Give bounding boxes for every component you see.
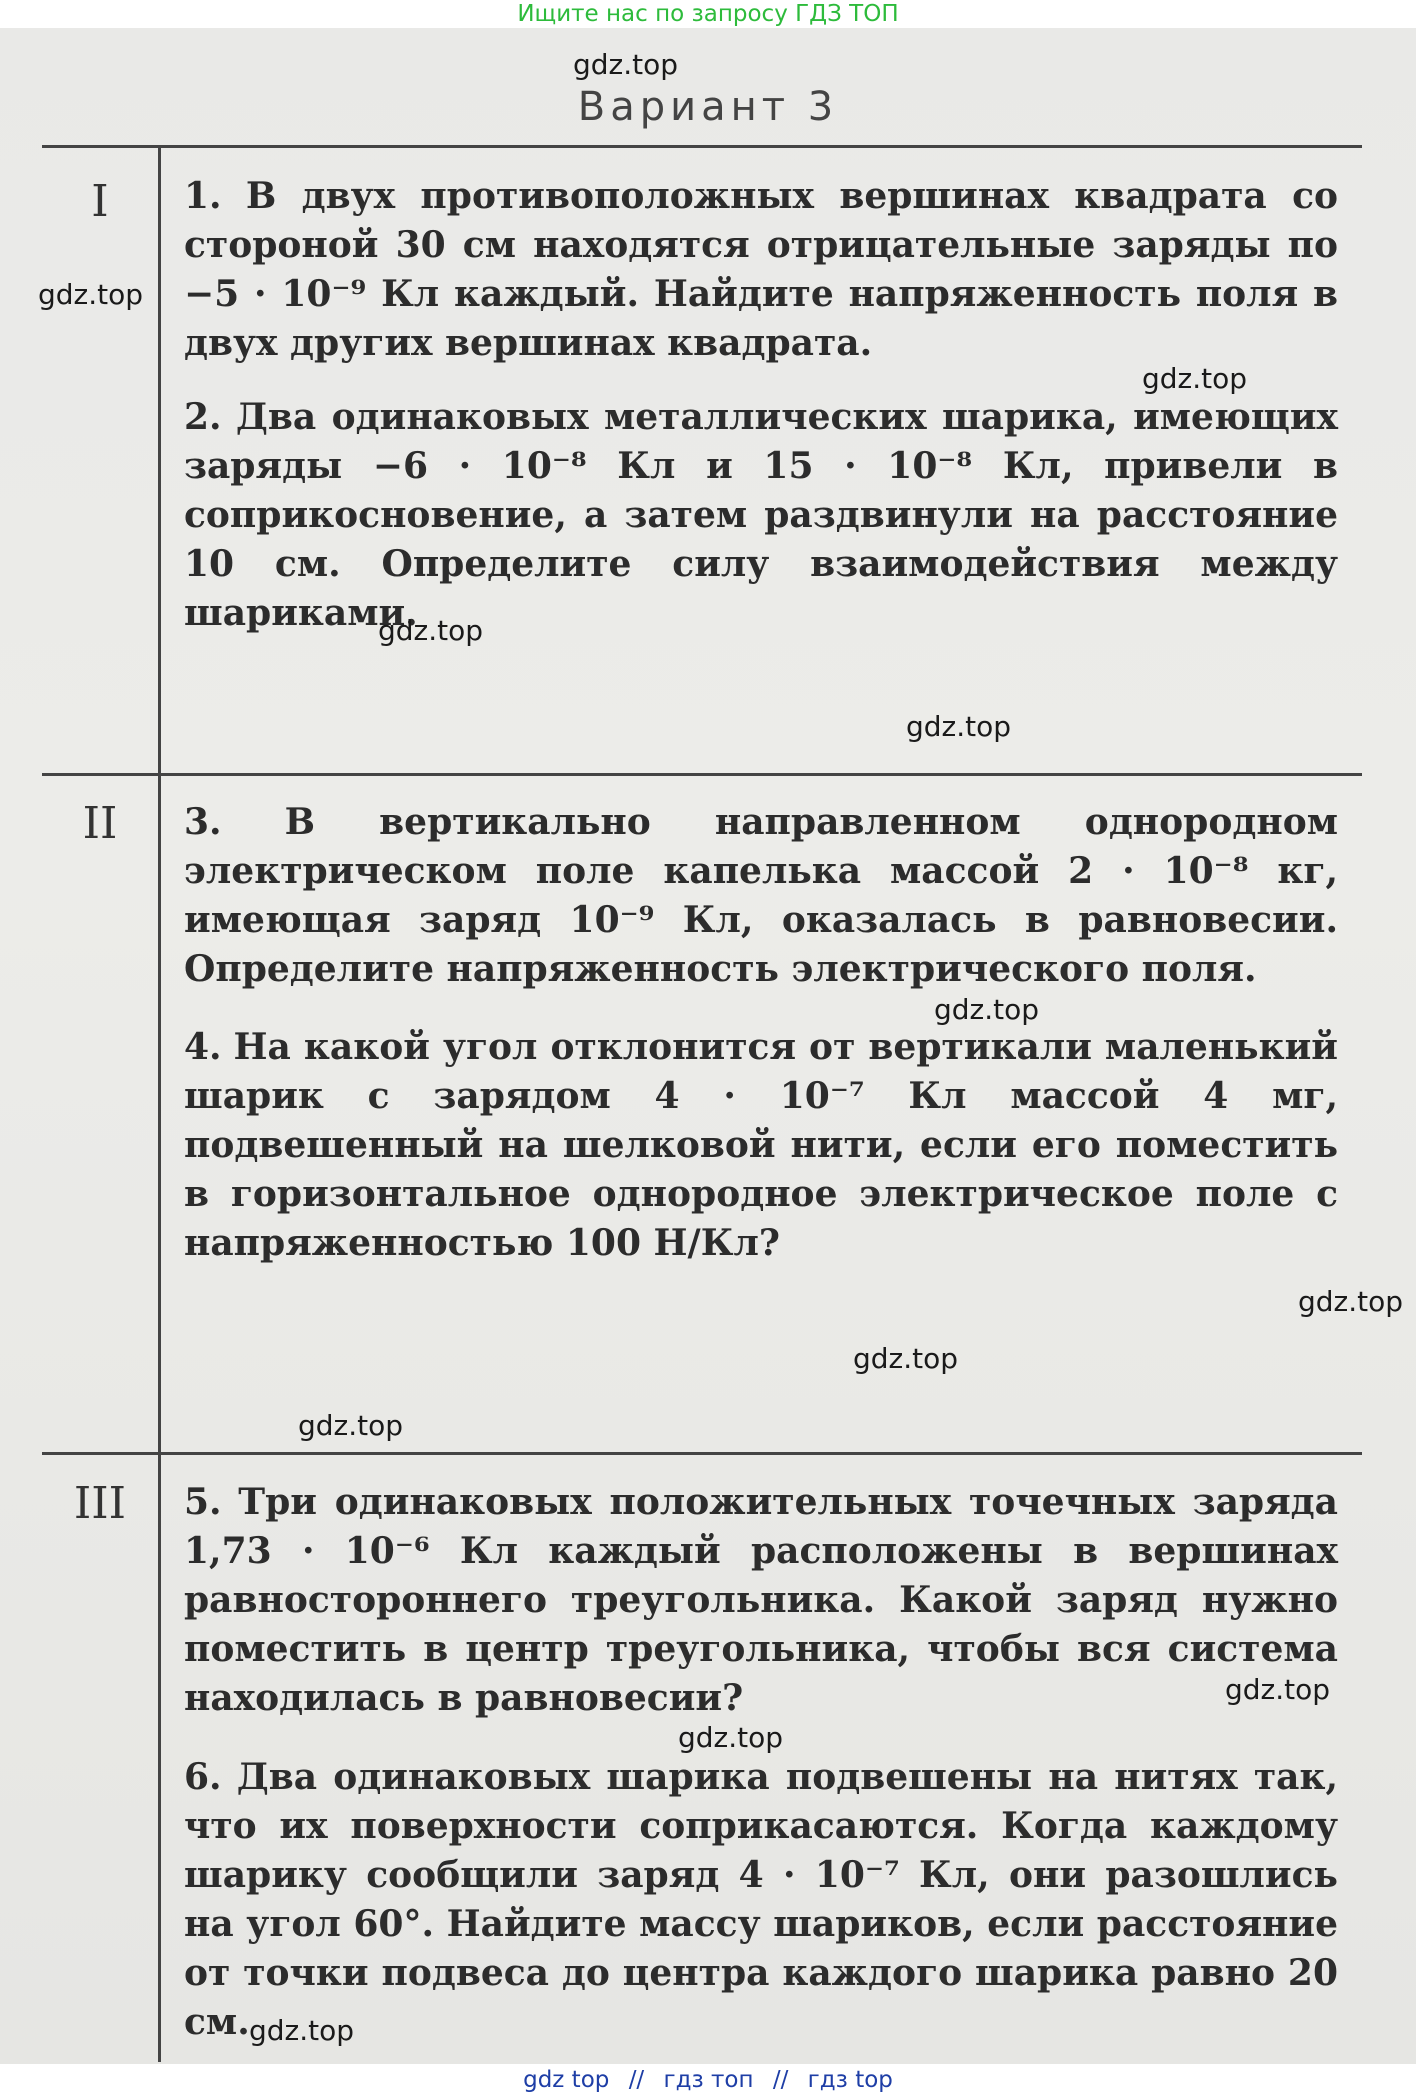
section-label-ii: II xyxy=(82,798,118,849)
table-column-divider xyxy=(158,147,161,2062)
bottom-banner-link[interactable]: гдз top xyxy=(807,2067,893,2093)
problem-text: На какой угол отклонится от вертикали маленький шарик с зарядом 4 · 10⁻⁷ Кл массой 4 мг, подвешенный на шелковой нити, если его поместить в горизонтальное однородное электрическое поле с напряженностью 100 Н/Кл? xyxy=(184,1026,1338,1264)
watermark: gdz.top xyxy=(1298,1285,1404,1318)
bottom-banner-separator: // xyxy=(772,2067,789,2093)
problem-number: 1. xyxy=(184,175,222,217)
watermark: gdz.top xyxy=(378,614,484,647)
problem-4 xyxy=(184,1023,1338,1268)
watermark: gdz.top xyxy=(678,1721,784,1754)
bottom-banner[interactable] xyxy=(0,2064,1416,2097)
problem-number: 6. xyxy=(184,1756,222,1798)
problem-text: В двух противоположных вершинах квадрата со стороной 30 см находятся отрицательные заряды по −5 · 10⁻⁹ Кл каждый. Найдите напряженность поля в двух других вершинах квадрата. xyxy=(184,175,1338,364)
problem-number: 4. xyxy=(184,1026,222,1068)
section-label-i: I xyxy=(91,176,109,227)
watermark: gdz.top xyxy=(1142,362,1248,395)
problem-1 xyxy=(184,172,1338,368)
section-divider-2 xyxy=(42,1452,1362,1455)
problem-text: Три одинаковых положительных точечных заряда 1,73 · 10⁻⁶ Кл каждый расположены в вершинах равностороннего треугольника. Какой заряд нужно поместить в центр треугольника, чтобы вся система находилась в равновесии? xyxy=(184,1481,1338,1719)
watermark: gdz.top xyxy=(573,48,679,81)
watermark: gdz.top xyxy=(1225,1673,1331,1706)
bottom-banner-link[interactable]: gdz top xyxy=(523,2067,610,2093)
section-divider-1 xyxy=(42,773,1362,776)
watermark: gdz.top xyxy=(853,1342,959,1375)
problem-6 xyxy=(184,1753,1338,2047)
watermark: gdz.top xyxy=(249,2014,355,2047)
problem-5 xyxy=(184,1478,1338,1723)
watermark: gdz.top xyxy=(298,1409,404,1442)
problem-text: Два одинаковых металлических шарика, имеющих заряды −6 · 10⁻⁸ Кл и 15 · 10⁻⁸ Кл, привели в соприкосновение, а затем раздвинули на расстояние 10 см. Определите силу взаимодействия между шариками. xyxy=(184,396,1338,634)
problem-2 xyxy=(184,393,1338,638)
top-banner[interactable]: Ищите нас по запросу ГДЗ ТОП xyxy=(0,0,1416,28)
problem-number: 2. xyxy=(184,396,222,438)
problem-text: Два одинаковых шарика подвешены на нитях так, что их поверхности соприкасаются. Когда каждому шарику сообщили заряд 4 · 10⁻⁷ Кл, они разошлись на угол 60°. Найдите массу шариков, если расстояние от точки подвеса до центра каждого шарика равно 20 см. xyxy=(184,1756,1339,2043)
section-label-iii: III xyxy=(73,1478,127,1529)
page-title: Вариант 3 xyxy=(577,84,839,130)
watermark: gdz.top xyxy=(38,278,144,311)
problem-text: В вертикально направленном однородном электрическом поле капелька массой 2 · 10⁻⁸ кг, имеющая заряд 10⁻⁹ Кл, оказалась в равновесии. Определите напряженность электрического поля. xyxy=(184,801,1338,990)
watermark: gdz.top xyxy=(906,710,1012,743)
table-top-rule xyxy=(42,145,1362,148)
problem-number: 3. xyxy=(184,801,222,843)
problem-number: 5. xyxy=(184,1481,222,1523)
problem-3 xyxy=(184,798,1338,994)
bottom-banner-link[interactable]: гдз топ xyxy=(663,2067,754,2093)
bottom-banner-separator: // xyxy=(628,2067,645,2093)
watermark: gdz.top xyxy=(934,993,1040,1026)
